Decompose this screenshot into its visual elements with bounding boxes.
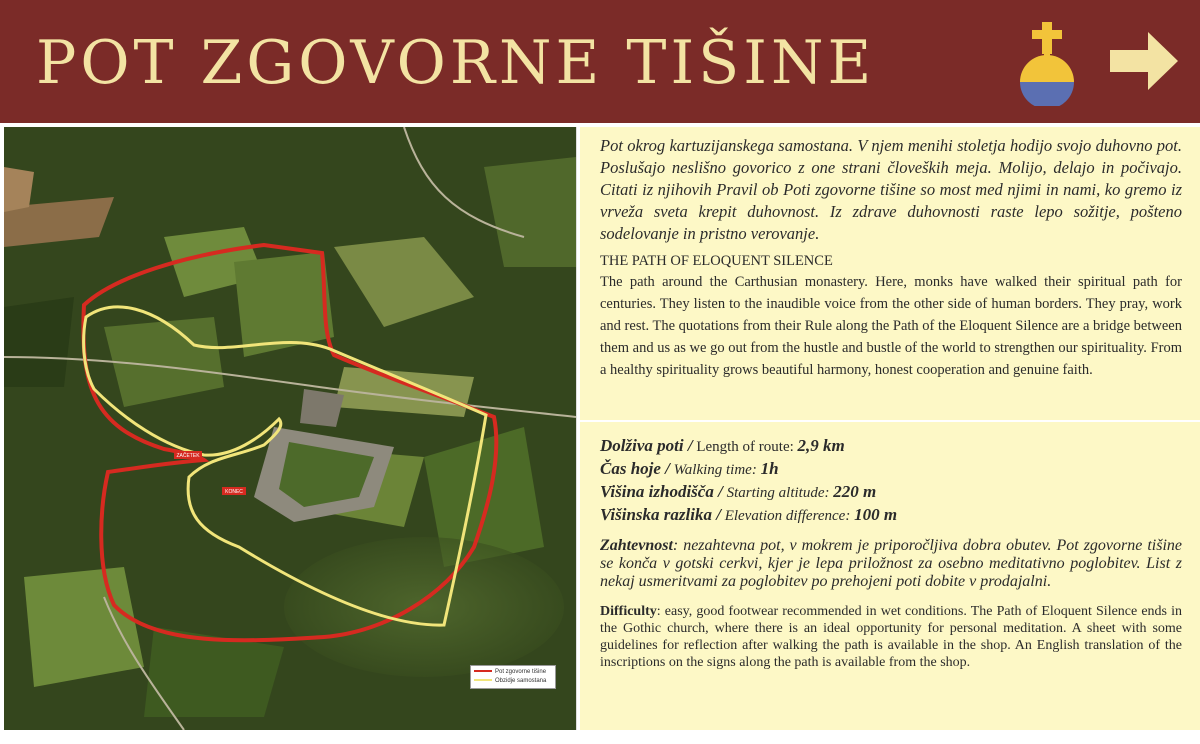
- route-details-section: [600, 435, 1182, 671]
- aerial-map: [4, 127, 577, 730]
- spec-starting-altitude: [600, 481, 1182, 504]
- legend-label-yellow: Obzidje samostana: [495, 678, 547, 684]
- legend-swatch-yellow: [474, 679, 492, 681]
- intro-english-title: THE PATH OF ELOQUENT SILENCE: [600, 253, 833, 269]
- orb-cross-icon: [1014, 20, 1080, 106]
- spec-label-en: Length of route:: [696, 439, 794, 455]
- spec-elevation-difference: [600, 504, 1182, 527]
- difficulty-slovene-label: Zahtevnost: [600, 537, 673, 554]
- spec-label-en: Starting altitude:: [726, 485, 830, 501]
- section-divider: [580, 420, 1200, 422]
- map-graphic: [4, 127, 576, 730]
- spec-length: [600, 435, 1182, 458]
- difficulty-slovene-text: : nezahtevna pot, v mokrem je priporočljiva dobra obutev. Pot zgovorne tišine se konča v gotski cerkvi, kjer je lepa priložnost za osebno meditativno poglobitev. List z nekaj usmeritvami za poglobitev po prehojeni poti dobite v prodajalni.: [600, 537, 1182, 590]
- spec-value: 2,9 km: [797, 436, 845, 455]
- info-panel: [580, 127, 1200, 730]
- difficulty-english-text: : easy, good footwear recommended in wet conditions. The Path of Eloquent Silence ends in the Gothic church, where there is an ideal opportunity for personal meditation. A sheet with some guidelines for reflection after walking the path is available in the shop. An English translation of the inscriptions on the signs along the path is available from the shop.: [600, 604, 1182, 670]
- spec-label-sl: Višina izhodišča /: [600, 482, 723, 501]
- legend-swatch-red: [474, 670, 492, 672]
- spec-label-sl: Čas hoje /: [600, 459, 670, 478]
- arrow-right-icon: [1108, 30, 1180, 92]
- legend-item-yellow: [474, 677, 546, 686]
- sign-title: POT ZGOVORNE TIŠINE: [36, 28, 876, 98]
- spec-label-sl: Dolživa poti /: [600, 436, 693, 455]
- spec-value: 1h: [760, 459, 779, 478]
- header-divider: [0, 123, 1200, 126]
- legend-label-red: Pot zgovorne tišine: [495, 669, 547, 675]
- start-marker-label: ZAČETEK: [176, 453, 200, 459]
- legend-item-red: [474, 668, 546, 677]
- spec-walking-time: [600, 458, 1182, 481]
- end-marker-label: KONEC: [225, 489, 243, 495]
- intro-slovene: Pot okrog kartuzijanskega samostana. V njem menihi stoletja hodijo svojo duhovno pot. Poslušajo neslišno govorico z one strani človeških meja. Molijo, delajo in počivajo. Citati iz njihovih Pravil ob Poti zgovorne tišine so most med njimi in nami, ko gremo iz vrveža sveta krepit duhovnost. Iz zdrave duhovnosti raste lepo sožitje, pošteno sodelovanje in pristno verovanje.: [600, 136, 1182, 243]
- spec-label-en: Walking time:: [673, 462, 757, 478]
- spec-label-sl: Višinska razlika /: [600, 505, 721, 524]
- spec-value: 220 m: [833, 482, 877, 501]
- spec-label-en: Elevation difference:: [724, 508, 851, 524]
- spec-value: 100 m: [854, 505, 898, 524]
- intro-section: [600, 135, 1182, 381]
- intro-english: The path around the Carthusian monastery. Here, monks have walked their spiritual path for centuries. They listen to the inaudible voice from the other side of human borders. They pray, work and rest. The quotations from their Rule along the Path of the Eloquent Silence are a bridge between them and us as we go out from the hustle and bustle of the world to strengthen our spirituality. From a healthy spirituality grows beautiful harmony, honest cooperation and genuine faith.: [600, 274, 1182, 378]
- difficulty-english-label: Difficulty: [600, 604, 657, 619]
- title-banner: [0, 0, 1200, 123]
- difficulty-slovene: [600, 537, 1182, 591]
- difficulty-english: [600, 603, 1182, 671]
- map-legend: [470, 665, 556, 689]
